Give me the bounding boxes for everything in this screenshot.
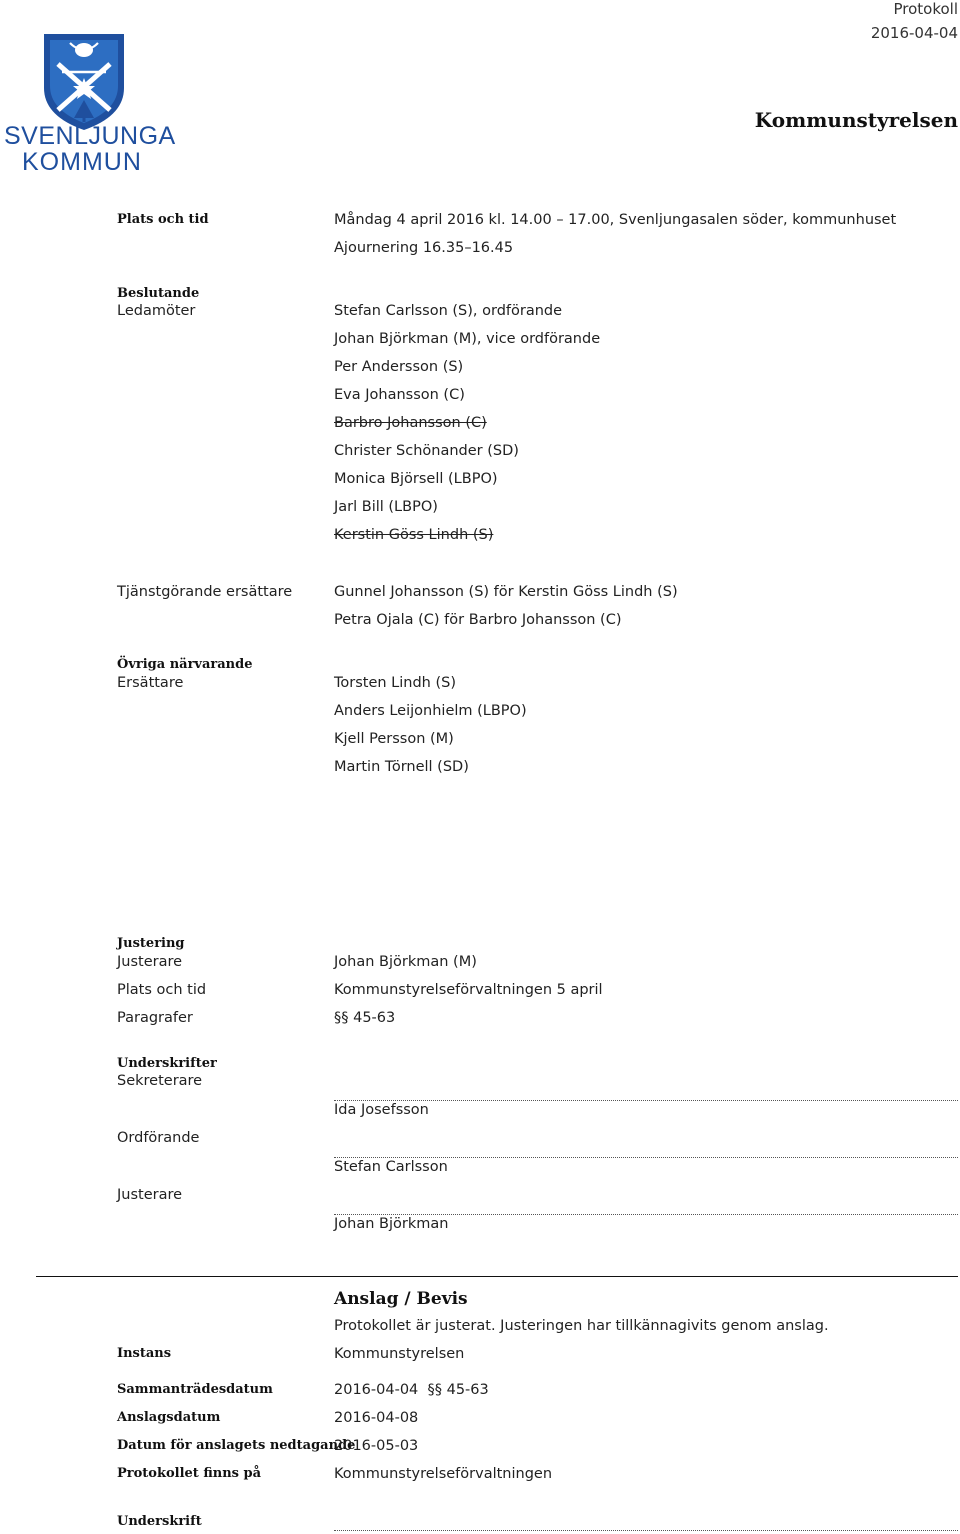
protokollet-finns-value: Kommunstyrelseförvaltningen [334,1466,553,1482]
signature-role: Justerare [117,1187,183,1203]
logo-text-line1: SVENLJUNGA [4,122,176,150]
substitute-item: Gunnel Johansson (S) för Kerstin Göss Lindh (S) [334,584,678,600]
underskrift-line [334,1530,958,1531]
ajournering-value: Ajournering 16.35–16.45 [334,240,514,256]
tjanstgorande-label: Tjänstgörande ersättare [117,584,293,600]
signature-name: Stefan Carlsson [334,1159,448,1175]
section-divider [36,1276,958,1277]
justering-label: Justering [117,936,185,951]
signature-name: Ida Josefsson [334,1102,429,1118]
anslagsdatum-label: Anslagsdatum [117,1410,221,1425]
protokollet-finns-label: Protokollet finns på [117,1466,262,1481]
justering-plats-value: Kommunstyrelseförvaltningen 5 april [334,982,603,998]
logo-text-line2: KOMMUN [22,148,142,176]
signature-role: Sekreterare [117,1073,203,1089]
attendee-item: Torsten Lindh (S) [334,675,457,691]
anslag-text: Protokollet är justerat. Justeringen har tillkännagivits genom anslag. [334,1318,829,1334]
paragrafer-label: Paragrafer [117,1010,193,1026]
member-item: Christer Schönander (SD) [334,443,519,459]
anslagsdatum-value: 2016-04-08 [334,1410,419,1426]
justerare-label: Justerare [117,954,183,970]
document-type: Protokoll [893,0,958,18]
attendee-item: Martin Törnell (SD) [334,759,469,775]
member-item-struck: Kerstin Göss Lindh (S) [334,527,494,543]
member-item: Monica Björsell (LBPO) [334,471,498,487]
member-item-struck: Barbro Johansson (C) [334,415,487,431]
underskrifter-label: Underskrifter [117,1056,217,1071]
ersattare-label: Ersättare [117,675,184,691]
plats-och-tid-label: Plats och tid [117,212,209,227]
attendee-item: Anders Leijonhielm (LBPO) [334,703,527,719]
ledamoter-label: Ledamöter [117,303,196,319]
instans-label: Instans [117,1346,172,1361]
sammantradesdatum-value: 2016-04-04 §§ 45-63 [334,1382,489,1398]
signature-name: Johan Björkman [334,1216,449,1232]
underskrift-label: Underskrift [117,1514,202,1529]
plats-och-tid-value: Måndag 4 april 2016 kl. 14.00 – 17.00, Svenljungasalen söder, kommunhuset [334,212,897,228]
member-item: Eva Johansson (C) [334,387,465,403]
anslag-title: Anslag / Bevis [334,1289,468,1309]
paragrafer-value: §§ 45-63 [334,1010,396,1026]
attendee-item: Kjell Persson (M) [334,731,454,747]
justering-plats-label: Plats och tid [117,982,207,998]
nedtagande-label: Datum för anslagets nedtagande [117,1438,356,1453]
justerare-value: Johan Björkman (M) [334,954,477,970]
document-date: 2016-04-04 [870,24,958,42]
body-title: Kommunstyrelsen [754,108,958,132]
signature-line [334,1157,958,1158]
signature-role: Ordförande [117,1130,200,1146]
member-item: Jarl Bill (LBPO) [334,499,438,515]
member-item: Stefan Carlsson (S), ordförande [334,303,563,319]
beslutande-label: Beslutande [117,286,200,301]
signature-line [334,1214,958,1215]
signature-line [334,1100,958,1101]
municipality-logo [4,30,176,180]
member-item: Per Andersson (S) [334,359,464,375]
member-item: Johan Björkman (M), vice ordförande [334,331,601,347]
nedtagande-value: 2016-05-03 [334,1438,419,1454]
sammantradesdatum-label: Sammanträdesdatum [117,1382,273,1397]
ovriga-label: Övriga närvarande [117,657,253,672]
substitute-item: Petra Ojala (C) för Barbro Johansson (C) [334,612,622,628]
instans-value: Kommunstyrelsen [334,1346,465,1362]
